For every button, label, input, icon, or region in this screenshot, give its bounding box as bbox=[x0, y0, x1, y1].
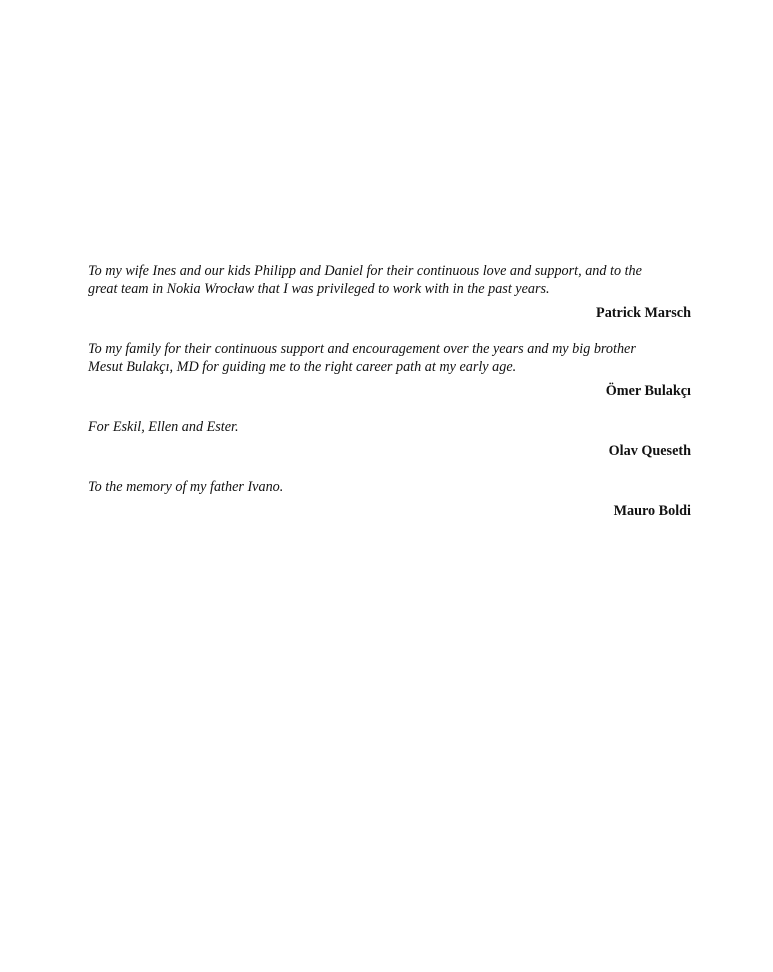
dedication-author: Ömer Bulakçı bbox=[605, 383, 691, 399]
dedication-omer-bulakci bbox=[88, 340, 691, 400]
dedication-text bbox=[88, 340, 691, 376]
dedication-olav-queseth bbox=[88, 418, 691, 460]
dedication-author: Mauro Boldi bbox=[613, 503, 691, 519]
dedication-text bbox=[88, 262, 691, 298]
dedication-author: Patrick Marsch bbox=[596, 305, 691, 321]
dedication-author: Olav Queseth bbox=[608, 443, 691, 459]
dedication-text-line: Mesut Bulakçı, MD for guiding me to the right career path at my early age. bbox=[88, 359, 517, 375]
dedication-patrick-marsch bbox=[88, 262, 691, 322]
dedication-text bbox=[88, 478, 691, 496]
dedication-text-line: To my family for their continuous support and encouragement over the years and my big brother bbox=[88, 341, 636, 357]
dedication-text-line: To the memory of my father Ivano. bbox=[88, 479, 284, 495]
dedication-text bbox=[88, 418, 691, 436]
dedication-text-line: great team in Nokia Wrocław that I was privileged to work with in the past years. bbox=[88, 281, 550, 297]
dedication-text-line: To my wife Ines and our kids Philipp and Daniel for their continuous love and support, and to the bbox=[88, 263, 642, 279]
dedications-section bbox=[88, 262, 691, 520]
dedication-text-line: For Eskil, Ellen and Ester. bbox=[88, 419, 239, 435]
dedication-mauro-boldi bbox=[88, 478, 691, 520]
